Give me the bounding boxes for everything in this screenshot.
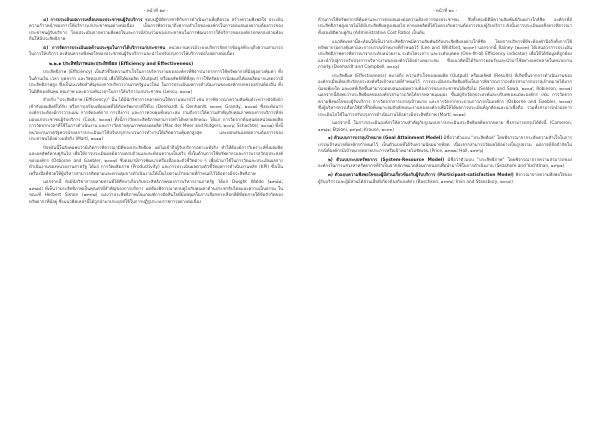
paragraph: [318, 40, 572, 72]
right-page-body: [318, 18, 572, 186]
paragraph-text: มีชื่อว่าตัวแบบ "ประสิทธิผล" โดยพิจารณาจากระดับความสำเร็จในการบรรลุเป้าหมายที่องค์กรกำหนดไว้ เป็นตัวแบบที่ได้รับความนิยมมากที่สุด เนื่องจากสามารถวัดผลได้อย่างเป็นรูปธรรม แต่อาจมีข้อจำกัดในกรณีที่องค์กรมีเป้าหมายหลายประการหรือเป้าหมายไม่ชัดเจน (Price, ๑๙๗๒; Hall, ๑๙๙๖): [318, 136, 573, 155]
paragraph-lead: ๔) การประเมินผลการเคลื่อนของประชาชนผู้รับบริการ: [43, 18, 143, 23]
paragraph-text: ปัจจุบันนี้ในสังคมพบว่ามีเกิดการพิจารณามิติของประสิทธิผล แต่ไม่เข้าถึงผู้รับบริการอย่างแท้จริง ทำให้ต้องมีการวิเคราะห์ทั้งผลผลิตและผลลัพธ์ควบคู่กันไป เพื่อให้การประเมินผลมีความครบถ้วนและสะท้อนความเป็นจริง ทั้งในด้านการใช้ทรัพยากรและการบรรลุวัตถุประสงค์ขององค์กร (Osborne and Gaebler, ๒๐๐๗) ซึ่งต่อมามีการพัฒนาเครื่องมือและตัวชี้วัดต่าง ๆ เพื่อนำมาใช้ในการวัดและประเมินผลการดำเนินงานของหน่วยงานภาครัฐ ได้แก่ การวัดผลิตภาพ (Productivity) และการประเมินผลตามตัวชี้วัดผลการดำเนินงานหลัก (KPI) ซึ่งเป็นเครื่องมือที่ช่วยให้ผู้บริหารสามารถติดตามและควบคุมการดำเนินงานให้เป็นไปตามเป้าหมายที่กำหนดไว้ได้อย่างมีประสิทธิภาพ: [29, 145, 283, 177]
page-number: - หน้าที่ ๑๙ -: [143, 9, 169, 14]
paragraph-text: ประสิทธิผล (Effectiveness) หมายถึง ความสำเร็จของผลผลิต (Output) หรือผลลัพธ์ (Results) ที่เกิดขึ้นจากการดำเนินงานขององค์กรเมื่อเทียบกับวัตถุประสงค์หรือเป้าหมายที่กำหนดไว้ การประเมินประสิทธิผลจึงเป็นการพิจารณาว่าองค์กรสามารถบรรลุเป้าหมายได้มากน้อยเพียงใด และผลที่เกิดขึ้นสามารถตอบสนองต่อความต้องการของประชาชนได้หรือไม่ (Selden and Sowa, ๒๐๐๔; Robinson, ๒๐๐๗) นอกจากนี้ยังพบว่าประสิทธิผลขององค์กรสามารถวัดได้จากหลายมุมมอง ขึ้นอยู่กับวัตถุประสงค์และบริบทของแต่ละองค์กร เช่น การวัดจากความพึงพอใจของผู้รับบริการ การวัดจากการบรรลุเป้าหมาย และการวัดจากกระบวนการภายในองค์กร (Osborne and Gaebler, ๒๐๐๗) ซึ่งผู้บริหารควรเลือกใช้ตัวชี้วัดที่เหมาะสมกับลักษณะงานขององค์กรเพื่อให้ได้ผลการประเมินที่ถูกต้องและน่าเชื่อถือ รวมทั้งสามารถนำผลการประเมินไปใช้ในการปรับปรุงการดำเนินงานได้อย่างมีประสิทธิภาพ (Martí, ๒๐๑๑): [318, 74, 572, 118]
paragraph: [29, 46, 283, 59]
paragraph: [318, 74, 572, 119]
section-heading: ๒.๒.๑ ประสิทธิภาพและประสิทธิผล (Efficiency and Effectiveness): [49, 61, 194, 67]
right-page: [300, 0, 600, 424]
paragraph: [29, 18, 283, 44]
paragraph-text: สำหรับ "ประสิทธิภาพ (Efficiency)" นั้น ได้มีนักวิชาการหลายท่านให้ความหมายไว้ เช่น การพิจารณาความสัมพันธ์ระหว่างปัจจัยนำเข้ากับผลผลิตที่ได้รับ หรือการเปรียบเทียบผลที่ได้กับทรัพยากรที่ใช้ไป (Denhardt & Denhardt, ๒๐๐๓; Grandy, ๒๐๐๗) ซึ่งสะท้อนว่าองค์กรจะต้องมีการวางแผน การจัดองค์การ การสั่งการ และการควบคุมที่เหมาะสม รวมถึงการให้ความสำคัญกับคุณภาพของการบริการที่ส่งมอบแก่ประชาชนผู้รับบริการ (Cook, ๒๐๐๗) ทั้งนี้การวัดประสิทธิภาพสามารถทำได้หลายลักษณะ ได้แก่ การวัดจากต้นทุนต่อหน่วยผลผลิต การวัดจากเวลาที่ใช้ในการดำเนินงาน และการวัดจากคุณภาพของผลผลิต (Mac der Meer and Rutgers, ๒๐๐๖; Schachter, ๒๐๐๗) ทั้งนี้หน่วยงานภาครัฐควรนำผลการประเมินมาใช้ปรับปรุงกระบวนการทำงานให้เกิดความคุ้มค่าสูงสุด และตอบสนองต่อความต้องการของประชาชนได้อย่างแท้จริง (Martí, ๒๐๑๑): [29, 98, 283, 143]
left-page-body: [29, 18, 283, 206]
paragraph: [318, 121, 572, 134]
paragraph: [29, 146, 283, 178]
paragraph-text: นอกจากนี้ ในการประเมินองค์กรให้ความสำคัญกับรูปแบบการประเมินประสิทธิผลที่หลากหลาย ซึ่งสามารถสรุปได้ดังนี้ (Cameron, ๑๙๘๑; Etzioni, ๑๙๖๔; Krause, ๒๐๐๓): [318, 121, 572, 133]
paragraph: [318, 158, 572, 171]
paragraph: [29, 98, 283, 143]
paragraph-text: นอกจากนี้ ยังมีนักวิชาการหลายท่านที่ได้ศึกษาเกี่ยวกับประสิทธิภาพของการบริหารงานภาครัฐ ได้แก่ Dwight Waldo (๑๙๔๘; ๑๙๘๔) ที่เห็นว่าประสิทธิภาพเป็นคุณค่าที่สำคัญของการบริหาร แต่ต้องพิจารณาควบคู่ไปกับคุณค่าด้านประชาธิปไตยและความเป็นธรรม ในขณะที่ Herbert Simon (๑๙๙๗) มองว่าประสิทธิภาพเป็นเกณฑ์การตัดสินใจที่มีเหตุผลในการเลือกทางเลือกที่ดีที่สุดภายใต้ข้อจำกัดของทรัพยากรที่มีอยู่ ซึ่งแนวคิดเหล่านี้ได้ถูกนำมาประยุกต์ใช้ในการปฏิรูประบบราชการอย่างต่อเนื่อง: [29, 180, 283, 205]
paragraph: [318, 173, 572, 186]
paragraph-text: ด้านการใช้ทรัพยากรที่คุ้มค่าและการตอบสนองต่อความต้องการของประชาชน ซึ่งทั้งสองมิติมีความสัมพันธ์กันอย่างใกล้ชิด องค์กรที่มีประสิทธิภาพสูงอาจไม่ได้มีประสิทธิผลสูงเสมอไป หากผลผลิตที่ได้ไม่ตรงกับความต้องการของผู้รับบริการ ดังนั้นการประเมินผลจึงควรพิจารณาทั้งสองมิติควบคู่กัน (Administrative Cost Ratio) เป็นต้น: [318, 18, 572, 36]
paragraph-text: ประสิทธิภาพ (Efficiency) เป็นตัวชี้วัดความสำเร็จในการบริหารงานขององค์กรที่พิจารณาจากการใช้ทรัพยากรที่มีอยู่อย่างคุ้มค่า ทั้งในด้านเงิน เวลา บุคลากร และวัสดุอุปกรณ์ เพื่อให้ได้ผลผลิต (Output) หรือผลลัพธ์ที่ดีที่สุด การใช้ทรัพยากรน้อยแต่ได้ผลผลิตมากแสดงว่ามีประสิทธิภาพสูง ซึ่งเป็นแนวคิดสำคัญของการบริหารงานภาครัฐแนวใหม่ ในการประเมินผลการดำเนินงานขององค์กรปกครองส่วนท้องถิ่น ทั้งในมิติของต้นทุน คุณภาพ และความทันเวลาในการให้บริการแก่ประชาชน (Lencu, ๒๐๐๑): [29, 70, 283, 95]
paragraph-text: มีชื่อว่าตัวแบบ "ประสิทธิภาพ" โดยพิจารณาจากความสามารถขององค์กรในการแสวงหาทรัพยากรที่จำเป็นจากสภาพแวดล้อมภายนอกเพื่อนำมาใช้ในการดำเนินงาน (Seashore and Yuchtman, ๑๙๖๗): [318, 158, 572, 170]
paragraph-lead: ๒) ตัวแบบระบบทรัพยากร (System-Resource Model): [328, 158, 445, 163]
paragraph: [318, 18, 572, 37]
paragraph-text: พิจารณาจากความพึงพอใจของผู้รับบริการและผู้มีส่วนได้ส่วนเสียที่เกี่ยวข้องกับองค์กร (Boschken, ๑๙๙๔; Irvin and Stansbury, ๒๐๐๔): [318, 173, 572, 185]
page-number: - หน้าที่ ๒๐ -: [432, 9, 458, 14]
paragraph: [29, 180, 283, 206]
paragraph: [29, 70, 283, 96]
paragraph-lead: ๕) การจัดการประเมินผลด้านประชุมในการได้บริการแก่ประชาชน: [43, 46, 166, 51]
paragraph-text: หน่วยงานควรมีระบบบริหารจัดการข้อมูลที่ระบุถึงความสามารถในการให้บริการ สะท้อนความพึงพอใจของประชาชนผู้รับบริการและนำไปปรับปรุงการให้บริการต่อไปอย่างต่อเนื่อง: [29, 46, 283, 58]
paragraph-lead: ๓) ตัวแบบความพึงพอใจของผู้มีส่วนเกี่ยวข้องกับผู้รับบริการ (Participant-satisfaction Model): [328, 173, 514, 179]
paragraph-text: ชอบปฏิบัติทางชาติกับการดำเนินงานที่ยุติธรรม สร้างความพึงพอใจ ประเมินความก้าวหน้าของการให้บริการแก่ประชาชนอย่างต่อเนื่อง เป็นการพิจารณาถึงความสำเร็จขององค์กรในการตอบสนองความต้องการของประชาชนผู้รับบริการ โดยประเมินจากความพึงพอใจและการมีส่วนร่วมของประชาชนในการพัฒนาการให้บริการขององค์กรปกครองส่วนท้องถิ่นให้มีประสิทธิภาพ: [29, 18, 283, 43]
paragraph-text: แนวคิดเหล่านี้สะท้อนให้เห็นว่าประสิทธิภาพมีความสัมพันธ์กับประสิทธิผลอย่างใกล้ชิด โดยการบริหารที่ดีจะต้องคำนึงถึงทั้งการใช้ทรัพยากรอย่างคุ้มค่าและการบรรลุเป้าหมายที่กำหนดไว้ (Lee and Whitford, ๒๐๐๙) นอกจากนี้ Rainey (๒๐๐๓) ได้เสนอว่าการประเมินประสิทธิภาพควรพิจารณาจากระดับหน่วยงาน ระดับโครงการ และระดับบุคคล (One-fit-all Efficiency indicator) เพื่อให้ได้ข้อมูลที่ถูกต้องและนำไปสู่การปรับปรุงการบริหารงานขององค์กรได้อย่างเหมาะสม ซึ่งแนวคิดนี้ได้รับการยอมรับและนำมาใช้อย่างแพร่หลายในหน่วยงานภาครัฐ (Denhardt and Campbell, ๒๐๐๖): [318, 39, 572, 71]
paragraph: [318, 136, 572, 155]
paragraph-lead: ๑) ตัวแบบการบรรลุเป้าหมาย (Goal Attainment Model): [328, 136, 443, 142]
